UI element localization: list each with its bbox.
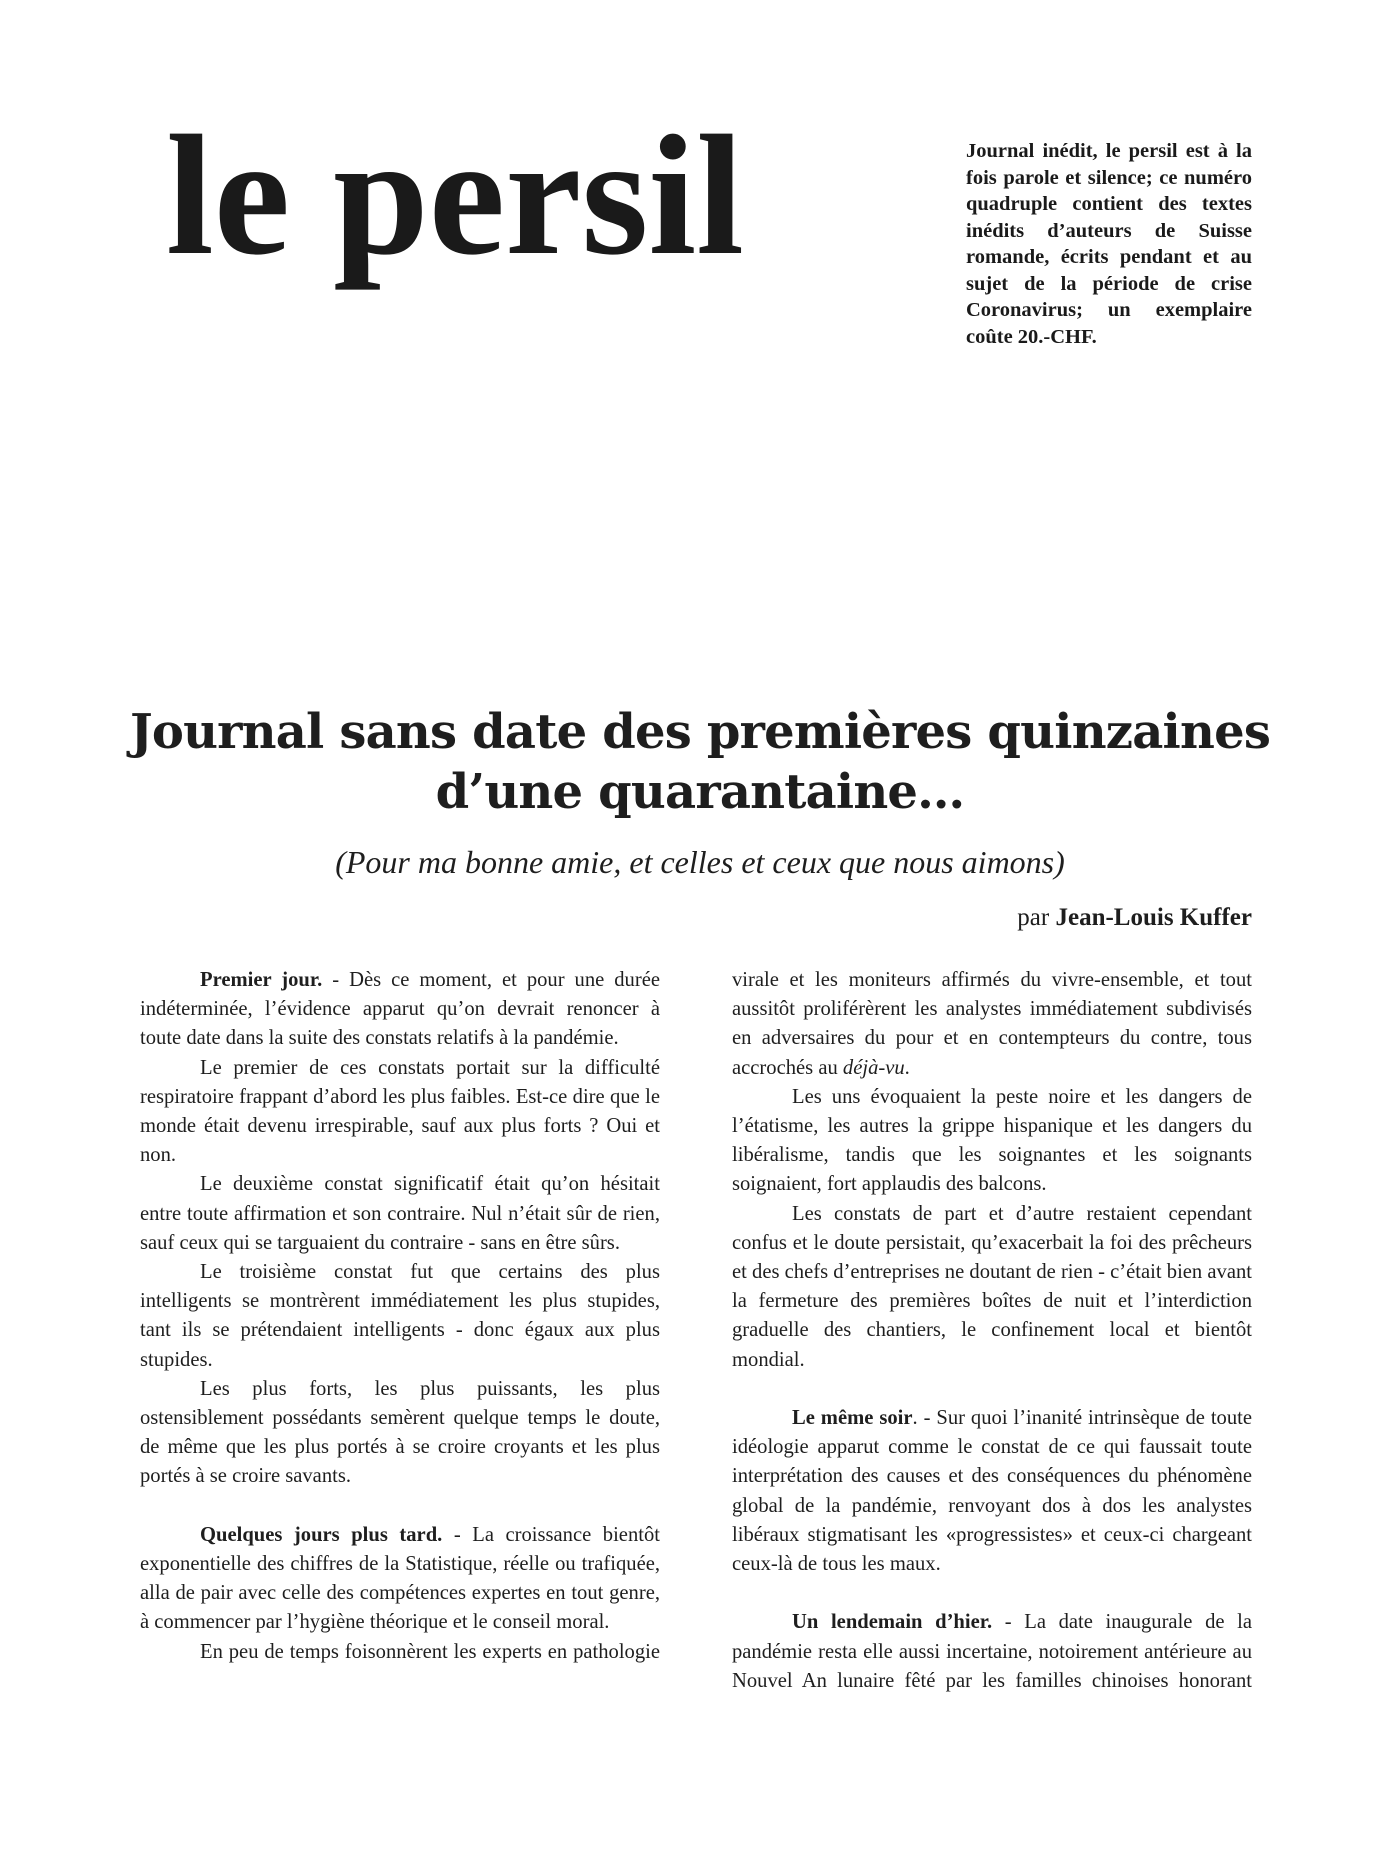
paragraph	[732, 1404, 1252, 1579]
paragraph-text: . - Sur quoi l’inanité intrinsèque de toute idéologie apparut comme le constat de ce qui faussait toute interprétation des causes et des conséquences du phénomène global de la pandémie, renvoyant dos à dos les analystes libéraux stigmatisant les «progressistes» et ceux-ci chargeant ceux-là de tous les maux.	[732, 1407, 1253, 1576]
author-name: Jean-Louis Kuffer	[1055, 904, 1252, 931]
masthead-title: le persil	[166, 101, 744, 291]
section-heading: Un lendemain d’hier.	[792, 1611, 993, 1634]
byline	[1017, 903, 1252, 933]
paragraph-text: - Dès ce moment, et pour une durée indéterminée, l’évidence apparut qu’on devrait renoncer à toute date dans la suite des constats relatifs à la pandémie.	[140, 969, 660, 1050]
paragraph: En peu de temps foisonnèrent les experts en pathologie	[200, 1640, 660, 1663]
paragraph: Le deuxième constat significatif était qu’on hésitait entre toute affirmation et son contraire. Nul n’était sûr de rien, sauf ceux qui se targuaient du contraire - sans en être sûrs.	[140, 1173, 660, 1254]
article-column-right	[732, 966, 1252, 1696]
paragraph: Les uns évoquaient la peste noire et les dangers de l’étatisme, les autres la grippe hispanique et les dangers du libéralisme, tandis que les soignantes et les soignants soignaient, fort applaudis des balcons.	[732, 1085, 1252, 1196]
paragraph: Le premier de ces constats portait sur la difficulté respiratoire frappant d’abord les plus faibles. Est-ce dire que le monde était devenu irrespirable, sauf aux plus forts ? Oui et non.	[140, 1056, 660, 1167]
article-title-line2: d’une quarantaine…	[435, 764, 965, 820]
paragraph-text: virale et les moniteurs affirmés du vivre-ensemble, et tout aussitôt proliférèrent les analystes immédiatement subdivisés en adversaires du pour et en contempteurs du contre, tous accrochés au	[732, 969, 1252, 1079]
paragraph-text: - La date inaugurale de la pandémie resta elle aussi incertaine, notoirement antérieure au Nouvel An lunaire fêté par les familles chinoises honorant	[732, 1611, 1252, 1692]
paragraph	[732, 1608, 1252, 1696]
paragraph	[140, 1521, 660, 1638]
article-title	[100, 702, 1300, 822]
article-title-line1: Journal sans date des premières quinzaines	[129, 704, 1271, 760]
masthead-intro: Journal inédit, le persil est à la fois parole et silence; ce numéro quadruple contient des textes inédits d’auteurs de Suisse romande, écrits pendant et au sujet de la période de crise Coronavirus; un exemplaire coûte 20.-CHF.	[966, 140, 1252, 348]
paragraph-spacer	[732, 1375, 1252, 1404]
section-heading: Quelques jours plus tard.	[200, 1523, 443, 1546]
paragraph-text: .	[904, 1056, 910, 1079]
paragraph	[732, 966, 1252, 1083]
paragraph-text: - La croissance bientôt exponentielle des chiffres de la Statistique, réelle ou trafiquée, alla de pair avec celle des compétences expertes en tout genre, à commencer par l’hygiène théorique et le conseil moral.	[140, 1523, 660, 1634]
section-heading: Premier jour.	[200, 969, 323, 991]
article-column-left	[140, 966, 660, 1667]
section-heading: Le même soir	[792, 1407, 913, 1430]
paragraph: Les constats de part et d’autre restaient cependant confus et le doute persistait, qu’exacerbait la foi des prêcheurs et des chefs d’entreprises ne doutant de rien - c’était bien avant la fermeture des premières boîtes de nuit et l’interdiction graduelle des chantiers, le confinement local et bientôt mondial.	[732, 1202, 1252, 1371]
article-subtitle: (Pour ma bonne amie, et celles et ceux que nous aimons)	[335, 844, 1065, 880]
paragraph: Le troisième constat fut que certains des plus intelligents se montrèrent immédiatement les plus stupides, tant ils se prétendaient intelligents - donc égaux aux plus stupides.	[140, 1261, 660, 1371]
paragraph-spacer	[140, 1492, 660, 1521]
paragraph	[140, 966, 660, 1054]
paragraph-spacer	[732, 1579, 1252, 1608]
emphasis: déjà-vu	[842, 1056, 905, 1079]
paragraph: Les plus forts, les plus puissants, les plus ostensiblement possédants semèrent quelque temps le doute, de même que les plus portés à se croire croyants et les plus portés à se croire savants.	[140, 1377, 660, 1488]
byline-prefix: par	[1017, 904, 1056, 931]
